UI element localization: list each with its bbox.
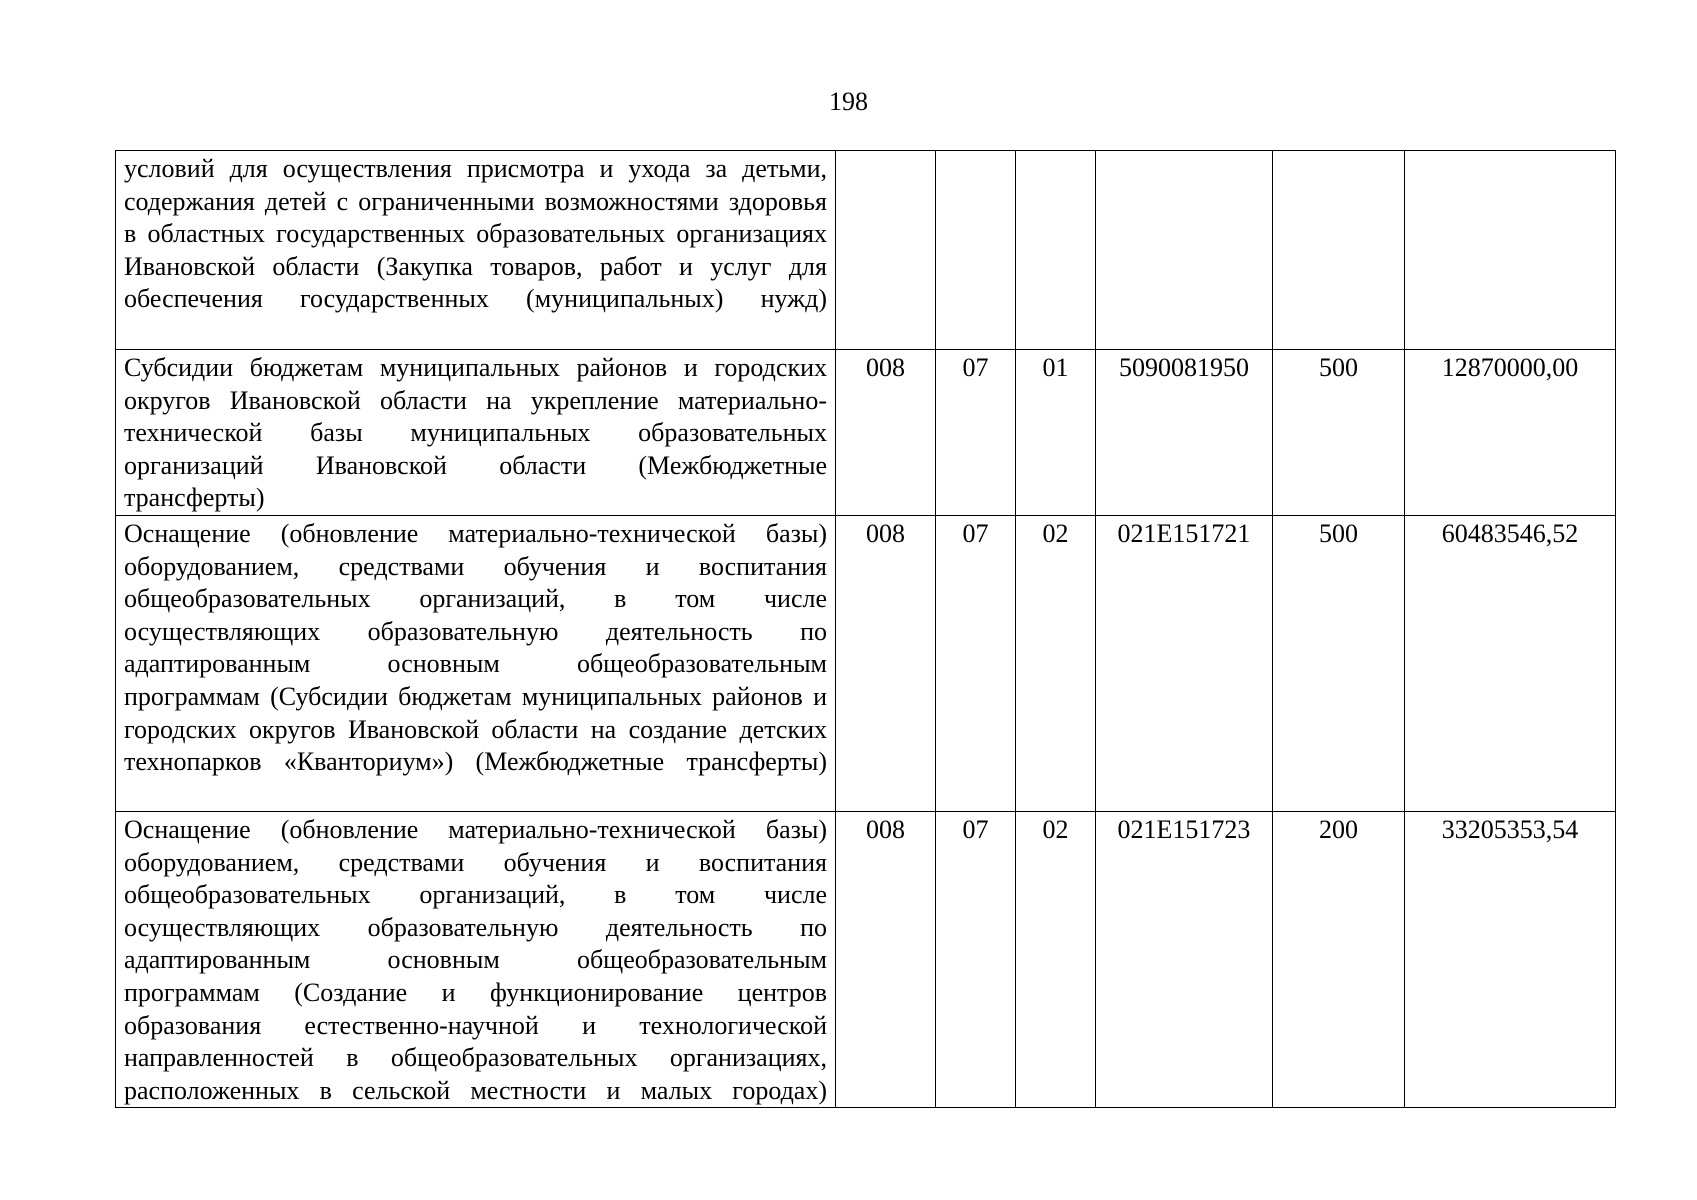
row-subsection-code: 02 <box>1016 812 1096 1108</box>
row-grbs-code: 008 <box>836 350 936 516</box>
row-subsection-code <box>1016 151 1096 350</box>
row-description: Оснащение (обновление материально-технической базы) оборудованием, средствами обучения и воспитания общеобразовательных организаций, в том числе осуществляющих образовательную деятельность по адаптированным основным общеобразовательным программам (Создание и функционирование центров образования естественно-научной и технологической направленностей в общеобразовательных организациях, расположенных в сельской местности и малых городах) <box>116 812 836 1108</box>
row-target-article-code <box>1096 151 1273 350</box>
row-target-article-code: 5090081950 <box>1096 350 1273 516</box>
row-section-code: 07 <box>936 812 1016 1108</box>
row-expense-type-code <box>1273 151 1405 350</box>
row-amount <box>1405 151 1616 350</box>
row-section-code: 07 <box>936 350 1016 516</box>
row-description: условий для осуществления присмотра и ухода за детьми, содержания детей с ограниченными возможностями здоровья в областных государственных образовательных организациях Ивановской области (Закупка товаров, работ и услуг для обеспечения государственных (муниципальных) нужд) <box>116 151 836 350</box>
row-description: Субсидии бюджетам муниципальных районов и городских округов Ивановской области на укрепление материально-технической базы муниципальных образовательных организаций Ивановской области (Межбюджетные трансферты) <box>116 350 836 516</box>
budget-table <box>115 150 1616 1108</box>
row-target-article-code: 021E151723 <box>1096 812 1273 1108</box>
table-row <box>116 812 1616 1108</box>
page-number: 198 <box>829 87 868 116</box>
row-expense-type-code: 500 <box>1273 350 1405 516</box>
row-section-code <box>936 151 1016 350</box>
row-expense-type-code: 500 <box>1273 516 1405 812</box>
table-row <box>116 516 1616 812</box>
table-row <box>116 151 1616 350</box>
row-subsection-code: 01 <box>1016 350 1096 516</box>
row-amount: 12870000,00 <box>1405 350 1616 516</box>
row-target-article-code: 021E151721 <box>1096 516 1273 812</box>
row-amount: 33205353,54 <box>1405 812 1616 1108</box>
row-grbs-code: 008 <box>836 812 936 1108</box>
row-grbs-code: 008 <box>836 516 936 812</box>
row-section-code: 07 <box>936 516 1016 812</box>
row-expense-type-code: 200 <box>1273 812 1405 1108</box>
row-subsection-code: 02 <box>1016 516 1096 812</box>
row-amount: 60483546,52 <box>1405 516 1616 812</box>
row-description: Оснащение (обновление материально-технической базы) оборудованием, средствами обучения и воспитания общеобразовательных организаций, в том числе осуществляющих образовательную деятельность по адаптированным основным общеобразовательным программам (Субсидии бюджетам муниципальных районов и городских округов Ивановской области на создание детских технопарков «Кванториум») (Межбюджетные трансферты) <box>116 516 836 812</box>
table-row <box>116 350 1616 516</box>
row-grbs-code <box>836 151 936 350</box>
